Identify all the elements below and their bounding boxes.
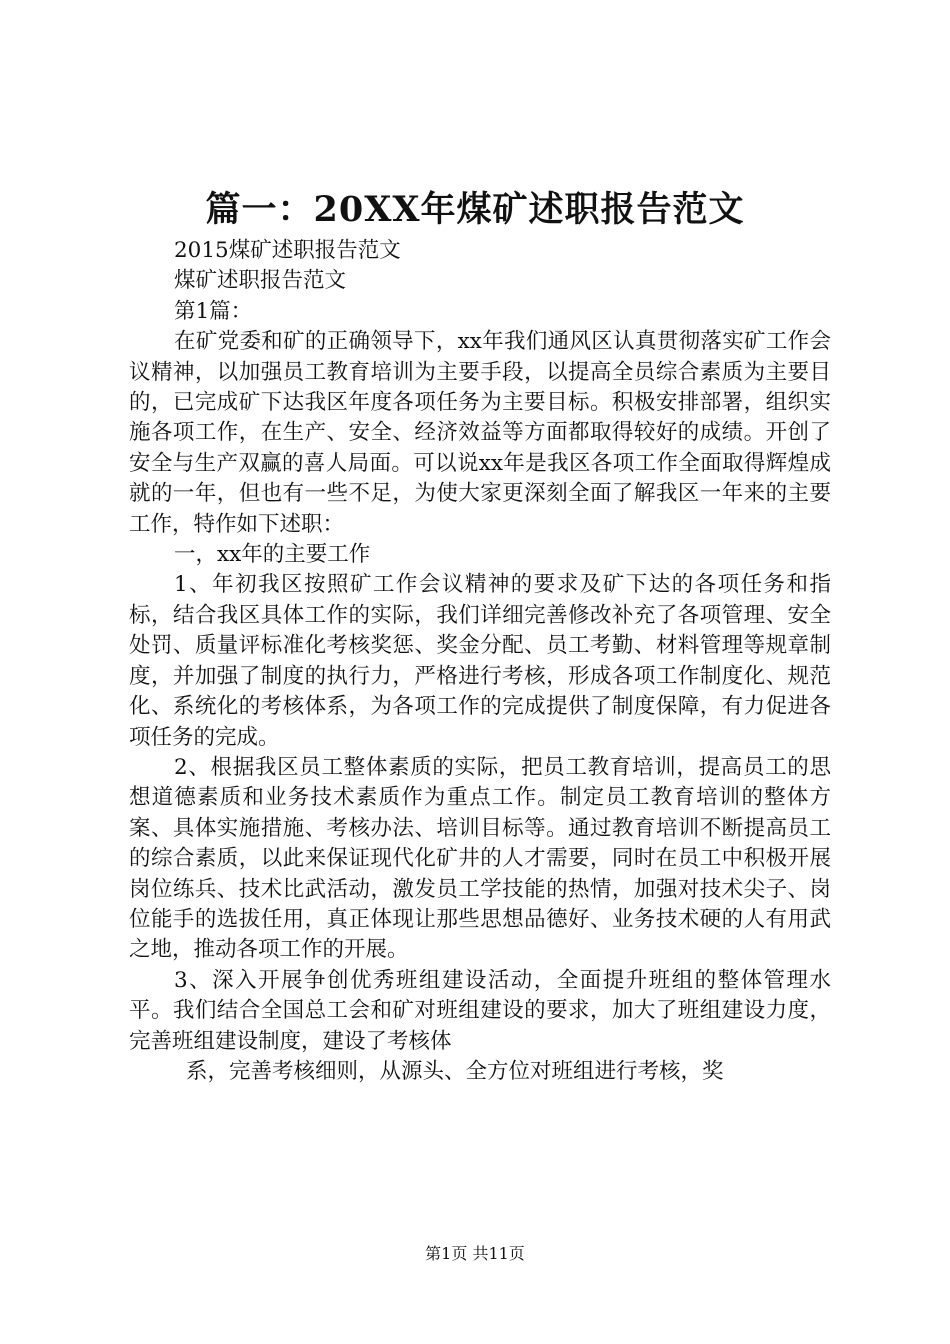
subheading-part: 第1篇： <box>174 298 253 324</box>
paragraph-item-2: 2、根据我区员工整体素质的实际，把员工教育培训，提高员工的思想道德素质和业务技术素质作为重点工作。制定员工教育培训的整体方案、具体实施措施、考核办法、培训目标等。通过教育培训不断提高员工的综合素质，以此来保证现代化矿井的人才需要，同时在员工中积极开展岗位练兵、技术比武活动，激发员工学技能的热情，加强对技术尖子、岗位能手的选拔任用，真正体现让那些思想品德好、业务技术硬的人有用武之地，推动各项工作的开展。 <box>129 754 831 963</box>
subheading-topic: 煤矿述职报告范文 <box>174 268 347 294</box>
paragraph-item-1: 1、年初我区按照矿工作会议精神的要求及矿下达的各项任务和指标，结合我区具体工作的实际，我们详细完善修改补充了各项管理、安全处罚、质量评标准化考核奖惩、奖金分配、员工考勤、材料管理等规章制度，并加强了制度的执行力，严格进行考核，形成各项工作制度化、规范化、系统化的考核体系，为各项工作的完成提供了制度保障，有力促进各项任务的完成。 <box>129 572 831 750</box>
paragraph-intro: 在矿党委和矿的正确领导下，xx年我们通风区认真贯彻落实矿工作会议精神，以加强员工教育培训为主要手段，以提高全员综合素质为主要目的，已完成矿下达我区年度各项任务为主要目标。积极安排部署，组织实施各项工作，在生产、安全、经济效益等方面都取得较好的成绩。开创了安全与生产双赢的喜人局面。可以说xx年是我区各项工作全面取得辉煌成就的一年，但也有一些不足，为使大家更深刻全面了解我区一年来的主要工作，特作如下述职： <box>129 329 831 537</box>
paragraph-item-3: 3、深入开展争创优秀班组建设活动，全面提升班组的整体管理水平。我们结合全国总工会和矿对班组建设的要求，加大了班组建设力度，完善班组建设制度，建设了考核体 <box>129 967 831 1054</box>
document-body <box>129 236 831 1087</box>
paragraph-continuation: 系，完善考核细则，从源头、全方位对班组进行考核，奖 <box>186 1058 724 1084</box>
page-footer: 第1页 共11页 <box>425 1244 525 1263</box>
subheading-year: 2015煤矿述职报告范文 <box>174 238 401 263</box>
document-title: 篇一：20XX年煤矿述职报告范文 <box>205 189 745 230</box>
section-heading: 一，xx年的主要工作 <box>174 542 371 568</box>
